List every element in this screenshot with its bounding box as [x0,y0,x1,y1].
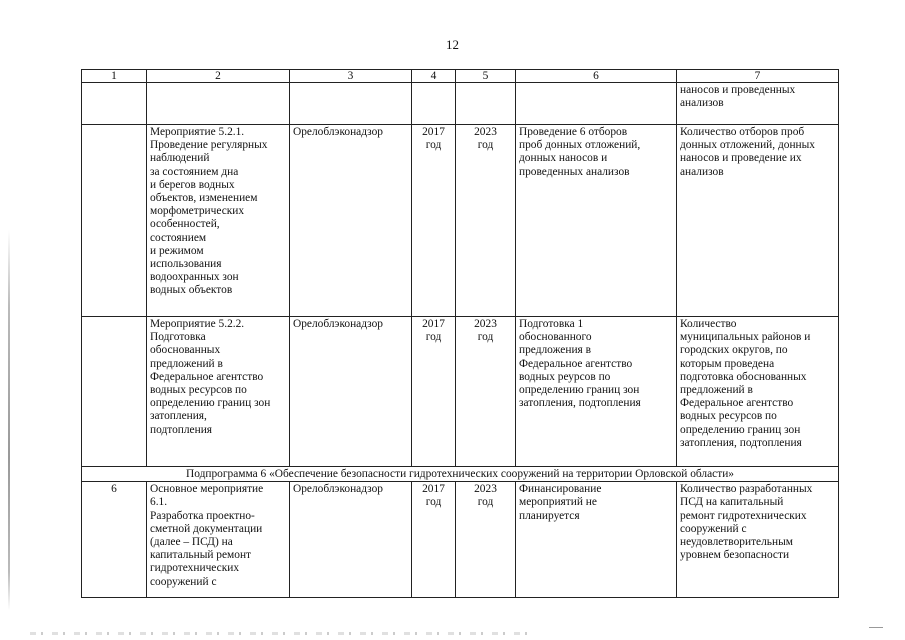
cell-indicator: Количество муниципальных районов и городских округов, по которым проведена подготовка обоснованных предложений в Федеральное агентство водных ресурсов по определению границ зон затопления, подтопления [677,317,839,467]
cell-number [82,317,147,467]
scan-corner-mark [869,627,883,628]
cell-executor: Орелоблэконадзор [290,482,412,598]
column-number-2: 2 [147,70,290,83]
cell-expected-result: Подготовка 1 обоснованного предложения в Федеральное агентство водных реурсов по определению границ зон затопления, подтопления [516,317,677,467]
column-number-1: 1 [82,70,147,83]
page-number: 12 [446,37,459,52]
cell-measure: Основное мероприятие 6.1. Разработка проектно- сметной документации (далее – ПСД) на капитальный ремонт гидротехнических сооружений с [147,482,290,598]
cell-expected-result: Проведение 6 отборов проб донных отложений, донных наносов и проведенных анализов [516,125,677,317]
cell-end-year: 2023 год [456,317,516,467]
table-row [82,83,839,125]
cell-indicator: наносов и проведенных анализов [677,83,839,125]
column-number-3: 3 [290,70,412,83]
cell-executor: Орелоблэконадзор [290,317,412,467]
table-row [82,317,839,467]
subprogram-title: Подпрограмма 6 «Обеспечение безопасности гидротехнических сооружений на территории Орловской области» [82,467,839,482]
cell-indicator: Количество разработанных ПСД на капитальный ремонт гидротехнических сооружений с неудовлетворительным уровнем безопасности [677,482,839,598]
cell-number [82,125,147,317]
cell-end-year [456,83,516,125]
scan-artifact [30,632,530,635]
table-row [82,125,839,317]
cell-number: 6 [82,482,147,598]
column-number-6: 6 [516,70,677,83]
cell-measure [147,83,290,125]
cell-executor [290,83,412,125]
cell-expected-result [516,83,677,125]
measures-table [81,69,839,598]
cell-start-year: 2017 год [412,125,456,317]
cell-start-year [412,83,456,125]
cell-indicator: Количество отборов проб донных отложений, донных наносов и проведение их анализов [677,125,839,317]
column-number-7: 7 [677,70,839,83]
cell-expected-result: Финансирование мероприятий не планируется [516,482,677,598]
table-header-row [82,70,839,83]
table-row [82,482,839,598]
column-number-4: 4 [412,70,456,83]
cell-measure: Мероприятие 5.2.1. Проведение регулярных наблюдений за состоянием дна и берегов водных объектов, изменением морфометрических особенностей, состоянием и режимом использования водоохранных зон водных объектов [147,125,290,317]
scan-edge-shadow [8,230,10,610]
cell-measure: Мероприятие 5.2.2. Подготовка обоснованных предложений в Федеральное агентство водных ресурсов по определению границ зон затопления, подтопления [147,317,290,467]
subprogram-row [82,467,839,482]
cell-number [82,83,147,125]
cell-start-year: 2017 год [412,317,456,467]
column-number-5: 5 [456,70,516,83]
cell-start-year: 2017 год [412,482,456,598]
cell-executor: Орелоблэконадзор [290,125,412,317]
cell-end-year: 2023 год [456,125,516,317]
cell-end-year: 2023 год [456,482,516,598]
